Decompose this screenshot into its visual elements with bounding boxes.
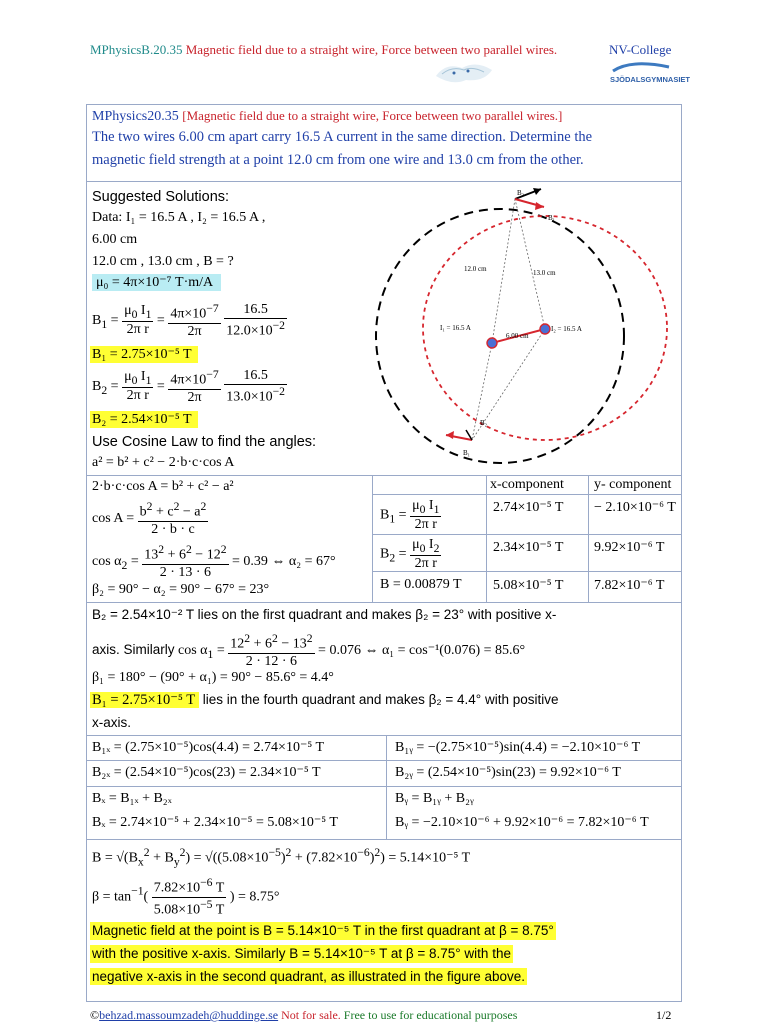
solution-heading: Suggested Solutions: (92, 189, 230, 205)
row-b1-x: 2.74×10⁻⁵ T (493, 500, 564, 515)
fig-b1-bot: B₁ (463, 449, 471, 457)
bx-definition: Bₓ = B₁ₓ + B₂ₓ (92, 791, 172, 806)
fig-b2-bot: B₂ (480, 419, 488, 427)
bx-value: Bₓ = 2.74×10⁻⁵ + 2.34×10⁻⁵ = 5.08×10⁻⁵ T (92, 815, 338, 830)
b1-result: B₁ = 2.75×10⁻⁵ T (90, 346, 198, 363)
b1-formula: $B_1$ = $\frac{\mu_0 I_1}{\text{2π r}}$ = $\frac{4\pi\times 10^{-7}}{2\pi}$ $\frac{16.5}{12.0\times 10^{-2}}$ (92, 302, 286, 339)
b1-quadrant-line (90, 692, 559, 709)
b2-quadrant-text: B₂ = 2.54×10⁻² T lies on the first quadrant and makes β₂ = 23° with positive x- (92, 607, 557, 622)
fig-r1: 12.0 cm (464, 265, 487, 273)
email-link[interactable]: behzad.massoumzadeh@huddinge.se (99, 1008, 279, 1022)
school-name: SJÖDALSGYMNASIET (610, 75, 691, 84)
header-title: Magnetic field due to a straight wire, Force between two parallel wires. (185, 42, 558, 57)
data-line-3: 12.0 cm , 13.0 cm , B = ? (92, 254, 234, 269)
row-b1-y: − 2.10×10⁻⁶ T (594, 500, 676, 515)
alpha2-result: = 0.39 ⇔ α₂ = 67° (232, 554, 336, 570)
row-b2-y: 9.92×10⁻⁶ T (594, 540, 665, 555)
b2y-calc: B₂ᵧ = (2.54×10⁻⁵)sin(23) = 9.92×10⁻⁶ T (395, 765, 621, 780)
fig-sep: 6.00 cm (506, 332, 529, 340)
row-b-y: 7.82×10⁻⁶ T (594, 578, 665, 593)
beta-angle-result: = 8.75° (238, 889, 280, 905)
b2x-calc: B₂ₓ = (2.54×10⁻⁵)cos(23) = 2.34×10⁻⁵ T (92, 765, 321, 780)
b-magnitude: $B = √(B_x^2 + B_y^2) = √((5.08\times 10^{-5})^2 + (7.82\times 10^{-6})^2) = 5.14\times 10^{-5}$ T (92, 846, 471, 869)
b2-result: B₂ = 2.54×10⁻⁵ T (90, 411, 198, 428)
beta-angle: $\beta = \tan^{-1}$( $\frac{7.82\times 10^{-6} T}{5.08\times 10^{-5} T}$ ) = 8.75° (92, 876, 280, 918)
b1-quadrant-value: B₁ = 2.75×10⁻⁵ T (90, 692, 199, 708)
fig-i1: I₁ = 16.5 A (440, 324, 471, 332)
rearranged-law: 2·b·c·cos A = b² + c² − a² (92, 479, 234, 494)
alpha2-formula: $\cos \alpha_2$ = $\frac{13^2 + 6^2 - 12^2}{2 \cdot 13 \cdot 6}$ = 0.39 ⇔ α₂ = 67° (92, 543, 336, 580)
row-b2-x: 2.34×10⁻⁵ T (493, 540, 564, 555)
problem-title-line (92, 108, 562, 125)
data-line-1: Data: I₁ = 16.5 A , I₂ = 16.5 A , (92, 210, 266, 225)
fig-b2-top: B₂ (517, 189, 525, 197)
x-axis-text: x-axis. (92, 715, 132, 730)
brand-name: NV-College (609, 42, 672, 57)
fig-r2: 13.0 cm (533, 269, 556, 277)
free-use: Free to use for educational purposes (343, 1008, 518, 1022)
col-x-header: x-component (490, 477, 564, 492)
beta1-line: β₁ = 180° − (90° + α₁) = 90° − 85.6° = 4.4° (92, 670, 334, 685)
header-code: MPhysicsB.20.35 (90, 42, 183, 57)
b-magnitude-result: = 5.14×10⁻⁵ T (388, 850, 471, 866)
conclusion-line-3: negative x-axis in the second quadrant, as illustrated in the figure above. (92, 969, 526, 984)
problem-line-2: magnetic field strength at a point 12.0 cm from one wire and 13.0 cm from the other. (92, 152, 584, 168)
b1x-calc: B₁ₓ = (2.75×10⁻⁵)cos(4.4) = 2.74×10⁻⁵ T (92, 740, 325, 755)
fig-i2: I₂ = 16.5 A (551, 325, 582, 333)
cos-a-formula: cos A = $\frac{b^2 + c^2 - a^2}{2 \cdot b \cdot c}$ (92, 500, 207, 537)
alpha1-result: = 0.076 ⇔ α₁ = cos⁻¹(0.076) = 85.6° (318, 643, 526, 659)
cosine-law-text: Use Cosine Law to find the angles: (92, 434, 317, 450)
fig-b1-top: B₁ (548, 214, 556, 222)
mu0-constant: μ₀ = 4π×10⁻⁷ T·m/A (92, 274, 221, 291)
row-b-x: 5.08×10⁻⁵ T (493, 578, 564, 593)
logo-wave-icon (611, 60, 671, 72)
map-logo (432, 56, 502, 90)
row-b-label: B = 0.00879 T (380, 577, 462, 592)
row-b2-label: $B_2$ = $\frac{\mu_0 I_2}{\text{2π r}}$ (380, 537, 440, 571)
copyright-symbol: © (90, 1008, 100, 1022)
conclusion-line-1: Magnetic field at the point is B = 5.14×10⁻⁵ T in the first quadrant at β = 8.75° (92, 923, 554, 938)
beta2-line: β₂ = 90° − α₂ = 90° − 67° = 23° (92, 582, 270, 597)
axis-similarly-text: axis. Similarly (92, 642, 175, 658)
not-for-sale: Not for sale. (281, 1008, 341, 1022)
b1y-calc: B₁ᵧ = −(2.75×10⁻⁵)sin(4.4) = −2.10×10⁻⁶ T (395, 740, 641, 755)
alpha1-formula: axis. Similarly $\cos \alpha_1$ = $\frac{12^2 + 6^2 - 13^2}{2 \cdot 12 \cdot 6}$ = 0.076 ⇔ α₁ = cos⁻¹(0.076) = 85.6° (92, 632, 526, 669)
conclusion-line-2: with the positive x-axis. Similarly B = 5.14×10⁻⁵ T at β = 8.75° with the (92, 946, 511, 961)
by-definition: Bᵧ = B₁ᵧ + B₂ᵧ (395, 791, 474, 806)
col-y-header: y- component (594, 477, 672, 492)
problem-line-1: The two wires 6.00 cm apart carry 16.5 A current in the same direction. Determine the (92, 129, 593, 145)
problem-bracket-title: [Magnetic field due to a straight wire, Force between two parallel wires.] (182, 108, 563, 123)
field-diagram (350, 183, 680, 473)
row-b1-label: $B_1$ = $\frac{\mu_0 I_1}{\text{2π r}}$ (380, 498, 440, 532)
problem-code: MPhysics20.35 (92, 109, 179, 124)
footer (90, 1008, 517, 1023)
b2-formula: $B_2$ = $\frac{\mu_0 I_1}{\text{2π r}}$ = $\frac{4\pi\times 10^{-7}}{2\pi}$ $\frac{16.5}{13.0\times 10^{-2}}$ (92, 368, 286, 405)
data-line-2: 6.00 cm (92, 232, 138, 247)
b1-quadrant-text: lies in the fourth quadrant and makes β₂ = 4.4° with positive (202, 692, 559, 707)
cosine-law-formula: a² = b² + c² − 2·b·c·cos A (92, 455, 235, 470)
page-number: 1/2 (656, 1008, 672, 1022)
by-value: Bᵧ = −2.10×10⁻⁶ + 9.92×10⁻⁶ = 7.82×10⁻⁶ T (395, 815, 649, 830)
